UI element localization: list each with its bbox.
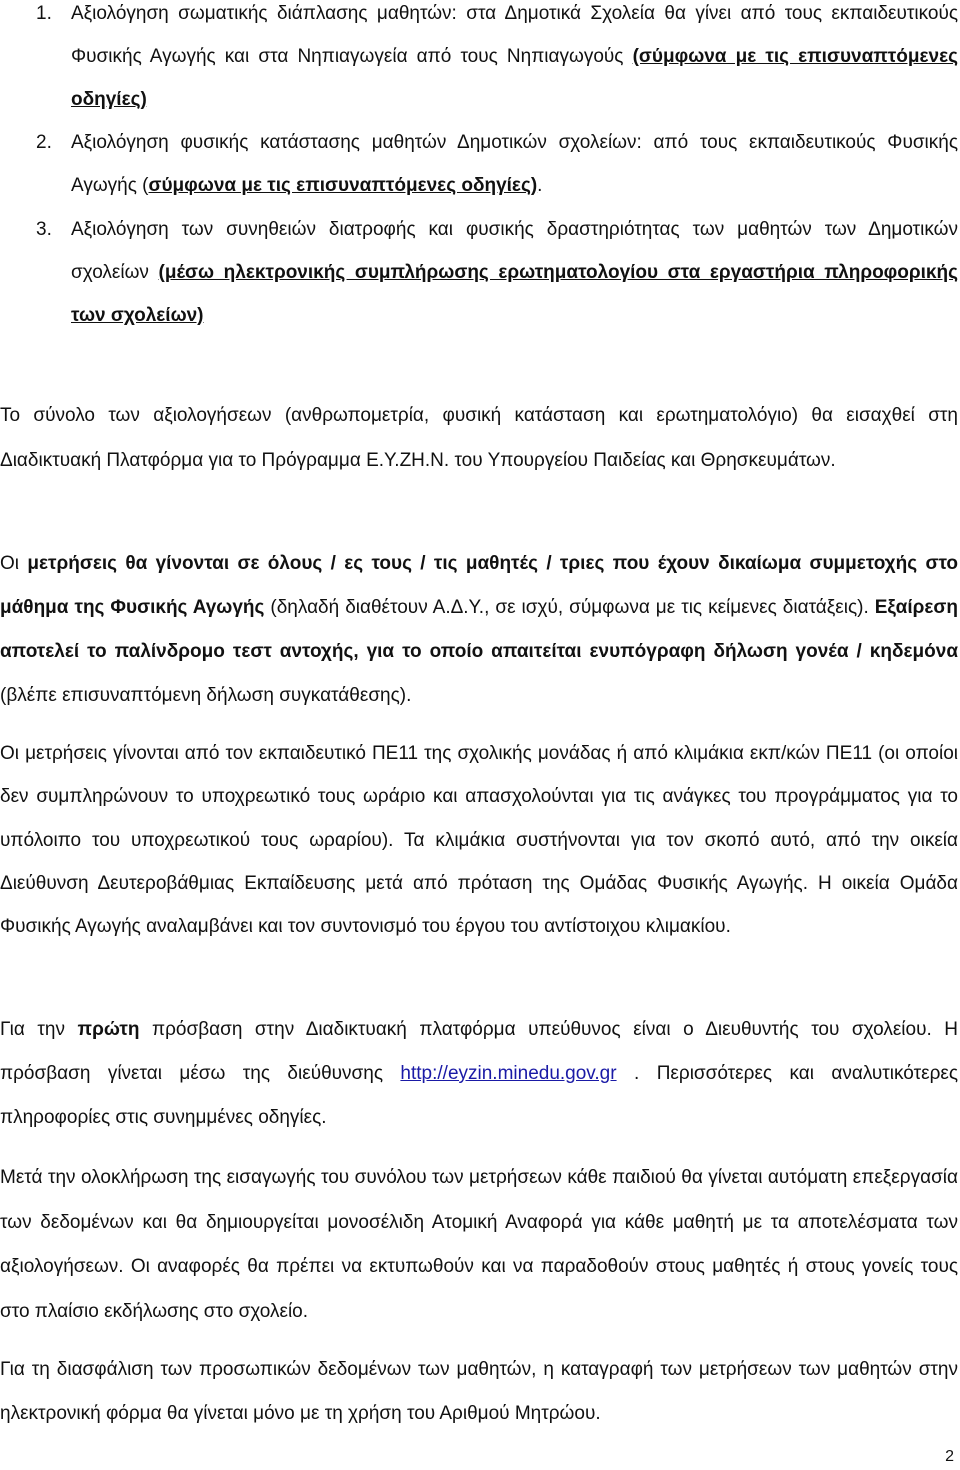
paragraph-data-protection: Για τη διασφάλιση των προσωπικών δεδομένων των μαθητών, η καταγραφή των μετρήσεων των μαθητών στην ηλεκτρονική φόρμα θα γίνεται μόνο με τη χρήση του Αριθμού Μητρώου. bbox=[0, 1359, 958, 1424]
list-item bbox=[0, 0, 958, 121]
text-run: Για την bbox=[0, 1019, 78, 1040]
paragraph-individual-report: Μετά την ολοκλήρωση της εισαγωγής του συνόλου των μετρήσεων κάθε παιδιού θα γίνεται αυτόματη επεξεργασία των δεδομένων και θα δημιουργείται μονοσέλιδη Ατομική Αναφορά για κάθε μαθητή με τα αποτελέσματα των αξιολογήσεων. Οι αναφορές θα πρέπει να εκτυπωθούν και να παραδοθούν στους μαθητές ή στους γονείς τους στο πλαίσιο εκδήλωσης στο σχολείο. bbox=[0, 1167, 958, 1322]
text-run: . Περισσότερες και αναλυτικότερες πληροφορίες στις συνημμένες οδηγίες. bbox=[0, 1063, 958, 1128]
evaluation-list bbox=[0, 0, 958, 337]
text-run: (δηλαδή διαθέτουν Α.Δ.Υ., σε ισχύ, σύμφωνα με τις κείμενες διατάξεις). bbox=[264, 597, 875, 618]
bold-text: πρώτη bbox=[77, 1019, 140, 1040]
paragraph-platform-access bbox=[0, 1008, 958, 1140]
list-item-text: Αξιολόγηση φυσικής κατάστασης μαθητών Δημοτικών σχολείων: από τους εκπαιδευτικούς Φυσικής Αγωγής ( bbox=[71, 132, 958, 196]
list-item bbox=[0, 208, 958, 337]
bold-text: Εξαίρεση αποτελεί το παλίνδρομο τεστ αντοχής, για το οποίο απαιτείται ενυπόγραφη δήλωση γονέα / κηδεμόνα bbox=[0, 597, 958, 662]
list-item-number: 3. bbox=[36, 219, 52, 240]
guidelines-reference: σύμφωνα με τις επισυναπτόμενες οδηγίες) bbox=[148, 175, 538, 196]
paragraph-measurement-scope bbox=[0, 542, 958, 718]
list-item-text-end: . bbox=[537, 175, 543, 196]
text-run: (βλέπε επισυναπτόμενη δήλωση συγκατάθεσης). bbox=[0, 685, 412, 706]
list-item bbox=[0, 121, 958, 207]
text-run: Οι bbox=[0, 553, 28, 574]
questionnaire-reference: (μέσω ηλεκτρονικής συμπλήρωσης ερωτηματολογίου στα εργαστήρια πληροφορικής των σχολείων) bbox=[71, 262, 958, 326]
list-item-number: 2. bbox=[36, 132, 52, 153]
page-number: 2 bbox=[945, 1448, 954, 1465]
list-item-text: Αξιολόγηση σωματικής διάπλασης μαθητών: στα Δημοτικά Σχολεία θα γίνει από τους εκπαιδευτικούς Φυσικής Αγωγής και στα Νηπιαγωγεία από τους Νηπιαγωγούς bbox=[71, 3, 958, 67]
guidelines-reference: (σύμφωνα με τις επισυναπτόμενες οδηγίες) bbox=[71, 46, 959, 110]
platform-link[interactable]: http://eyzin.minedu.gov.gr bbox=[400, 1063, 617, 1084]
list-item-number: 1. bbox=[36, 3, 52, 24]
text-run: πρόσβαση στην Διαδικτυακή πλατφόρμα υπεύθυνος είναι ο Διευθυντής του σχολείου. Η πρόσβαση γίνεται μέσω της διεύθυνσης bbox=[0, 1019, 959, 1084]
list-item-text: Αξιολόγηση των συνηθειών διατροφής και φυσικής δραστηριότητας των μαθητών των Δημοτικών σχολείων bbox=[71, 219, 958, 283]
paragraph-platform-entry: Το σύνολο των αξιολογήσεων (ανθρωπομετρία, φυσική κατάσταση και ερωτηματολόγιο) θα εισαχθεί στη Διαδικτυακή Πλατφόρμα για το Πρόγραμμα Ε.Υ.ΖΗ.Ν. του Υπουργείου Παιδείας και Θρησκευμάτων. bbox=[0, 405, 958, 471]
paragraph-measurement-staff: Οι μετρήσεις γίνονται από τον εκπαιδευτικό ΠΕ11 της σχολικής μονάδας ή από κλιμάκια εκπ/κών ΠΕ11 (οι οποίοι δεν συμπληρώνουν το υποχρεωτικό τους ωράριο και απασχολούνται για τις ανάγκες του προγράμματος για το υπόλοιπο του υποχρεωτικού τους ωραρίου). Τα κλιμάκια συστήνονται για τον σκοπό αυτό, από την οικεία Διεύθυνση Δευτεροβάθμιας Εκπαίδευσης μετά από πρόταση της Ομάδας Φυσικής Αγωγής. Η οικεία Ομάδα Φυσικής Αγωγής αναλαμβάνει και τον συντονισμό του έργου του αντίστοιχου κλιμακίου. bbox=[0, 743, 958, 938]
bold-text: μετρήσεις θα γίνονται σε όλους / ες τους / τις μαθητές / τριες που έχουν δικαίωμα συμμετοχής στο μάθημα της Φυσικής Αγωγής bbox=[0, 553, 958, 618]
